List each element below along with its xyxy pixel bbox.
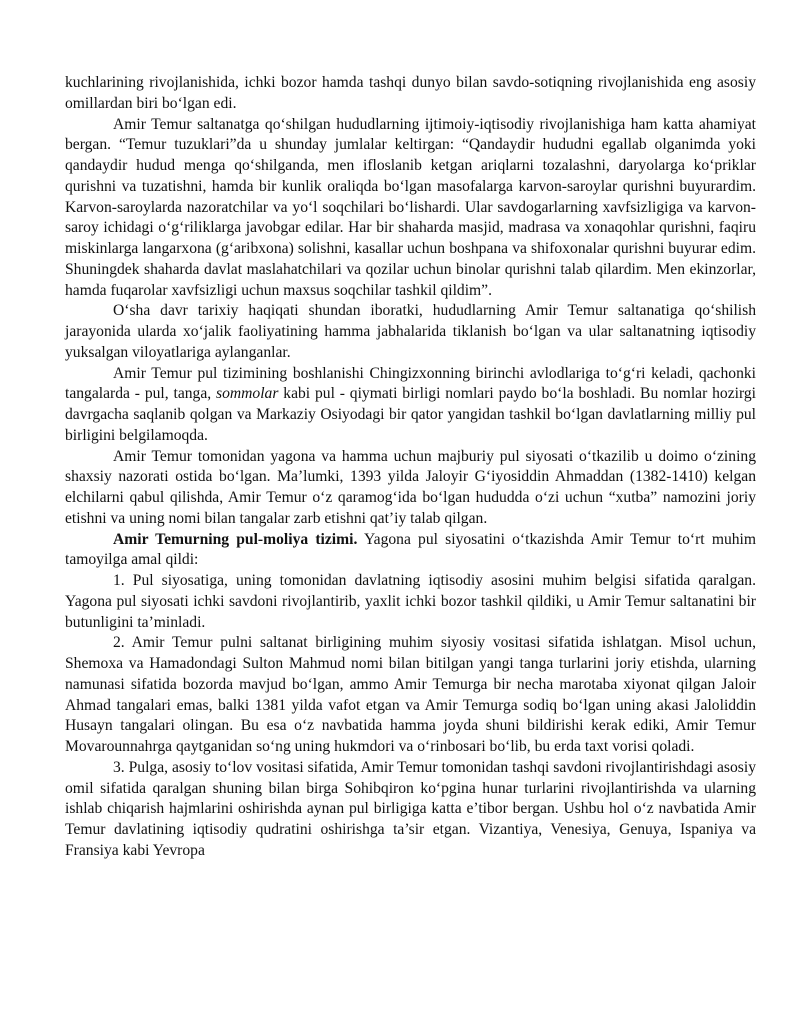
paragraph-monetary-origins	[65, 364, 756, 447]
paragraph-temur-tuzuklari: Amir Temur saltanatga qo‘shilgan hududlarning ijtimoiy-iqtisodiy rivojlanishiga ham katta ahamiyat bergan. “Temur tuzuklari”da u shunday jumlalar keltirgan: “Qandaydir hududni egallab olganimda yoki qandaydir hudud menga qo‘shilganda, men ifloslanib ketgan ariqlarni tozalashni, daryolarga ko‘priklar qurishni va tuzatishni, hamda bir kunlik oraliqda bo‘lgan masofalarga karvon-saroylar qurishni buyurardim. Karvon-saroylarda nazoratchilar va yo‘l soqchilari bo‘lishardi. Ular savdogarlarning xavfsizligiga va karvon-saroy ichidagi o‘g‘riliklarga javobgar edilar. Har bir shaharda masjid, madrasa va xonaqohlar qurishni, faqiru miskinlarga langarxona (g‘aribxona) solishni, kasallar uchun boshpana va shifoxonalar qurishni buyurar edim. Shuningdek shaharda davlat maslahatchilari va qozilar uchun binolar qurishni talab qilardim. Men ekinzorlar, hamda fuqarolar xavfsizligi uchun maxsus soqchilar tashkil qildim”.	[65, 115, 756, 299]
paragraph-text: Amir Temur pul tizimining boshlanishi Chingizxonning birinchi avlodlariga to‘g‘ri keladi, qachonki tangalarda - pul, tanga,	[65, 364, 756, 403]
paragraph-text: Yagona pul siyosatini o‘tkazishda Amir Temur to‘rt muhim tamoyilga amal qildi:	[65, 530, 756, 569]
section-heading: Amir Temurning pul-moliya tizimi.	[113, 530, 358, 548]
italic-term: sommolar	[216, 385, 279, 403]
paragraph-unified-policy: Amir Temur tomonidan yagona va hamma uchun majburiy pul siyosati o‘tkazilib u doimo o‘zining shaxsiy nazorati ostida bo‘lgan. Ma’lumki, 1393 yilda Jaloyir G‘iyosiddin Ahmaddan (1382-1410) kelgan elchilarni qabul qilishda, Amir Temur o‘z qaramog‘ida bo‘lgan hududda o‘zi uchun “xutba” namozini joriy etishni va uning nomi bilan tangalar zarb etishni qat’iy talab qilgan.	[65, 447, 756, 527]
paragraph-principle-2: 2. Amir Temur pulni saltanat birligining muhim siyosiy vositasi sifatida ishlatgan. Misol uchun, Shemoxa va Hamadondagi Sulton Mahmud nomi bilan bitilgan yangi tanga turlarini joriy etishda, ularning namunasi sifatida bozorda mavjud bo‘lgan, ammo Amir Temurga bir necha marotaba xiyonat qilgan Jaloir Ahmad tangalari emas, balki 1381 yilda vafot etgan va Amir Temurga sodiq bo‘lgan uning akasi Jaloliddin Husayn tangalari olingan. Bu esa o‘z navbatida hamma joyda shuni bildirishi kerak ediki, Amir Temur Movarounnahrga qaytganidan so‘ng uning hukmdori va o‘rinbosari bo‘lib, bu erda taxt vorisi qoladi.	[65, 634, 756, 755]
paragraph-section-heading	[65, 530, 756, 572]
paragraph-historical-truth: O‘sha davr tarixiy haqiqati shundan iboratki, hududlarning Amir Temur saltanatiga qo‘shilish jarayonida ularda xo‘jalik faoliyatining hamma jabhalarida tiklanish bo‘lgan va ular saltanatning iqtisodiy yuksalgan viloyatlariga aylanganlar.	[65, 302, 756, 361]
paragraph-text: kabi pul - qiymati birligi nomlari paydo bo‘la boshladi. Bu nomlar hozirgi davrgacha saqlanib qolgan va Markaziy Osiyodagi bir qator yangidan tashkil bo‘lgan davlatlarning milliy pul birligini belgilamoqda.	[65, 385, 757, 444]
paragraph-continuation: kuchlarining rivojlanishida, ichki bozor hamda tashqi dunyo bilan savdo-sotiqning rivojlanishida eng asosiy omillardan biri bo‘lgan edi.	[65, 74, 756, 112]
paragraph-principle-3: 3. Pulga, asosiy to‘lov vositasi sifatida, Amir Temur tomonidan tashqi savdoni rivojlantirishdagi asosiy omil sifatida qaralgan shuning bilan birga Sohibqiron ko‘pgina hunar turlarini rivojlantirishda va ularning ishlab chiqarish hajmlarini oshirishda aynan pul birligiga katta e’tibor bergan. Ushbu hol o‘z navbatida Amir Temur davlatining iqtisodiy qudratini oshirishga ta’sir etgan. Vizantiya, Venesiya, Genuya, Ispaniya va Fransiya kabi Yevropa	[65, 758, 756, 859]
paragraph-principle-1: 1. Pul siyosatiga, uning tomonidan davlatning iqtisodiy asosini muhim belgisi sifatida qaralgan. Yagona pul siyosati ichki savdoni rivojlantirib, yaxlit ichki bozor tashkil qildiki, u Amir Temur saltanatini bir butunligini ta’minladi.	[65, 572, 756, 631]
